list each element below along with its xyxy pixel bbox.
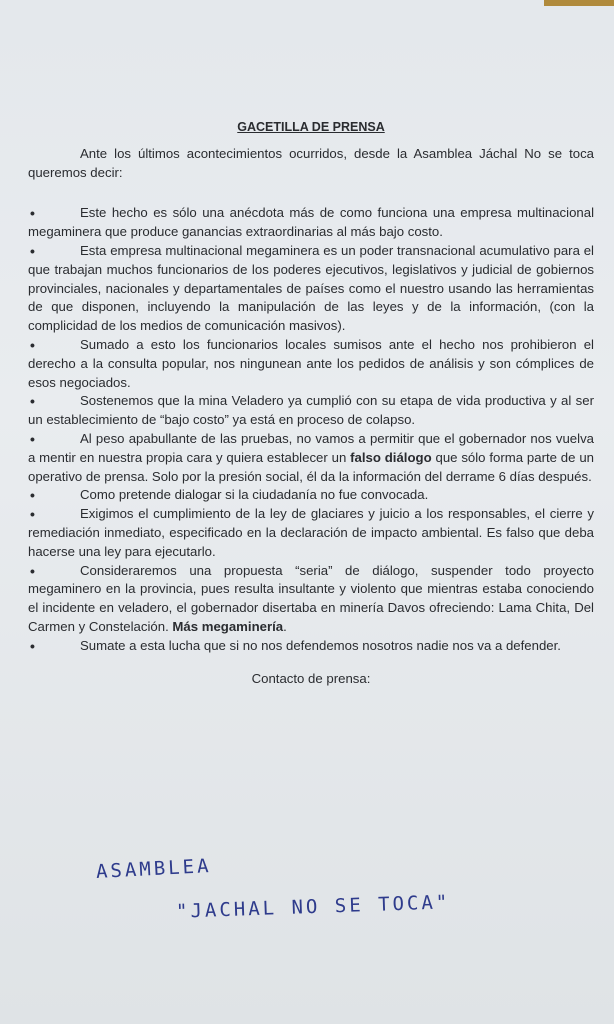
bullet-item xyxy=(28,505,594,561)
handwritten-signature-line-2: "JACHAL NO SE TOCA" xyxy=(175,891,451,923)
bullet-item-text: Exigimos el cumplimiento de la ley de glaciares y juicio a los responsables, el cierre y remediación inmediato, especificado en la declaración de impacto ambiental. Es falso que deba hacerse una ley para ejecutarlo. xyxy=(28,506,594,559)
bullet-dot-icon: • xyxy=(30,562,35,579)
bullet-dot-icon: • xyxy=(30,336,35,353)
bullet-item xyxy=(28,242,594,336)
bullet-dot-icon: • xyxy=(30,430,35,447)
bullet-item-text: Este hecho es sólo una anécdota más de como funciona una empresa multinacional megaminera que produce ganancias extraordinarias al más bajo costo. xyxy=(28,205,594,240)
bullet-item-text: Sumate a esta lucha que si no nos defendemos nosotros nadie nos va a defender. xyxy=(80,637,561,653)
bullet-item xyxy=(28,430,594,486)
bullet-list xyxy=(28,204,594,655)
bullet-dot-icon: • xyxy=(30,506,35,523)
bullet-dot-icon: • xyxy=(30,487,35,504)
bullet-item-text xyxy=(28,430,594,486)
press-release-body xyxy=(28,118,594,702)
bullet-item xyxy=(28,562,594,637)
bullet-dot-icon: • xyxy=(30,637,35,654)
bullet-text-part: . xyxy=(283,618,287,634)
bullet-text-part: que sólo forma parte de un operativo de prensa. Solo por la presión social, él da la información del derrame 6 días después. xyxy=(28,449,594,484)
bullet-item xyxy=(28,336,594,392)
bullet-item xyxy=(28,204,594,242)
bullet-text-part: Consideraremos una propuesta “seria” de diálogo, suspender todo proyecto megaminero en la provincia, pues resulta insultante y violento que mientras estaba conociendo el incidente en veladero, el gobernador disertaba en minería Davos ofreciendo: Lama Chita, Del Carmen y Constelación. xyxy=(28,562,594,634)
bullet-text-emphasis: Más megaminería xyxy=(172,618,284,634)
bullet-text-part: Al peso apabullante de las pruebas, no vamos a permitir que el gobernador nos vuelva a mentir en nuestra propia cara y quiera establecer un xyxy=(28,430,594,465)
bullet-item-text: Esta empresa multinacional megaminera es un poder transnacional acumulativo para el que trabajan muchos funcionarios de los poderes ejecutivos, legislativos y judicial de gobiernos provinciales, nacionales y departamentales de países como el nuestro usando las herramientas de que disponen, incluyendo la manipulación de las leyes y de la información, (con la complicidad de los medios de comunicación masivos). xyxy=(28,242,594,334)
bullet-item xyxy=(28,637,594,656)
bullet-item-text xyxy=(28,562,594,637)
bullet-dot-icon: • xyxy=(30,205,35,222)
bullet-item xyxy=(28,392,594,430)
bullet-item-text: Sostenemos que la mina Veladero ya cumplió con su etapa de vida productiva y al ser un establecimiento de “bajo costo” ya está en proceso de colapso. xyxy=(28,393,594,428)
page-corner-edge xyxy=(544,0,614,6)
handwritten-signature-line-1: ASAMBLEA xyxy=(95,854,213,884)
document-title: GACETILLA DE PRENSA xyxy=(237,120,385,134)
intro-paragraph: Ante los últimos acontecimientos ocurridos, desde la Asamblea Jáchal No se toca queremos decir: xyxy=(28,145,594,180)
bullet-item-text: Como pretende dialogar si la ciudadanía no fue convocada. xyxy=(80,487,429,503)
bullet-dot-icon: • xyxy=(30,393,35,410)
press-contact-label: Contacto de prensa: xyxy=(251,670,371,686)
bullet-item-text: Sumado a esto los funcionarios locales sumisos ante el hecho nos prohibieron el derecho a la consulta popular, nos ningunean ante los pedidos de análisis y son cómplices de esos negociados. xyxy=(28,336,594,390)
bullet-text-emphasis: falso diálogo xyxy=(350,449,432,465)
bullet-item xyxy=(28,486,594,505)
bullet-dot-icon: • xyxy=(30,242,35,259)
